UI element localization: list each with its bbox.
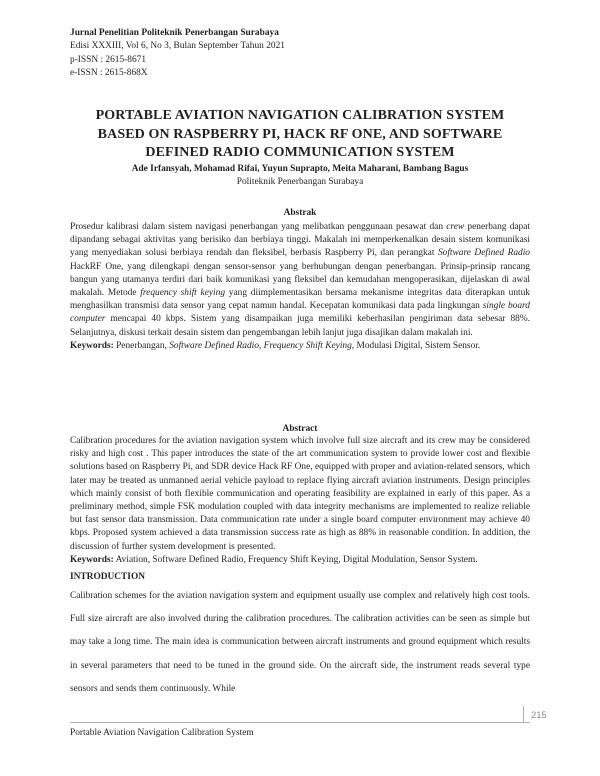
title-line: DEFINED RADIO COMMUNICATION SYSTEM — [145, 145, 455, 161]
e-issn: e-ISSN : 2615-868X — [70, 68, 148, 79]
authors: Ade Irfansyah, Mohamad Rifai, Yuyun Suprapto, Meita Maharani, Bambang Bagus — [131, 164, 469, 174]
paper-title — [70, 107, 530, 163]
abstrak-keywords — [70, 340, 530, 353]
keywords-run: Modulasi Digital, Sistem Sensor. — [356, 340, 481, 351]
journal-header — [70, 27, 370, 81]
keywords-label: Keywords: — [70, 554, 114, 565]
title-line: PORTABLE AVIATION NAVIGATION CALIBRATION SYSTEM — [95, 108, 505, 123]
abstrak-italic-term: single board computer — [70, 301, 530, 325]
keywords-label: Keywords: — [70, 340, 114, 351]
abstrak-italic-term: frequency shift keying — [140, 288, 226, 299]
journal-edition: Edisi XXXIII, Vol 6, No 3, Bulan September Tahun 2021 — [70, 41, 285, 52]
abstract-text: Calibration procedures for the aviation navigation system which involve full size aircraft and its crew may be considered risky and high cost . This paper introduces the state of the art communication system to provide lower cost and flexible solutions based on Raspberry Pi, and SDR device Hack RF One, equipped with proper and aviation-related sensors, which later may be treated as unmanned aerial vehicle payload to replace flying aircraft aviation instruments. Design principles which mainly consist of both flexible communication and operating feasibility are explained in early of this paper. As a preliminary method, simple FSK modulation coupled with data integrity mechanisms are implemented to realize reliable but fast sensor data transmission. Data communication rate under a single board computer environment may achieve 40 kbps. Proposed system achieved a data transmission success rate as high as 88% in reasonable condition. In addition, the discussion of further system development is presented. — [70, 436, 530, 552]
abstrak-italic-term: Software Defined Radio — [437, 248, 530, 259]
abstract-body — [70, 435, 530, 567]
title-line: BASED ON RASPBERRY PI, HACK RF ONE, AND SOFTWARE — [97, 126, 503, 142]
abstract-heading: Abstract — [282, 424, 318, 434]
affiliation: Politeknik Penerbangan Surabaya — [236, 177, 364, 187]
abstrak-text-run: mencapai 40 kbps. Sistem yang disampaikan juga memiliki keberhasilan pengiriman data sebesar 88%. Selanjutnya, diskusi terkait desain sistem dan pengembangan lebih lanjut juga disajikan dalam makalah ini. — [70, 314, 530, 338]
footer-divider-vertical — [523, 706, 524, 723]
abstrak-italic-term: crew — [446, 222, 465, 232]
p-issn: p-ISSN : 2615-8671 — [70, 54, 147, 65]
journal-name: Jurnal Penelitian Politeknik Penerbangan Surabaya — [70, 28, 279, 38]
abstrak-text-run: penerbang dapat dipandang sebagai aktivitas yang berisiko dan berbiaya tinggi. Makalah ini memperkenalkan desain sistem komunikasi yang menyediakan solusi berbiaya rendah dan fleksibel, berbasis Raspberry Pi, dan perangkat — [70, 222, 530, 259]
footer-divider — [70, 722, 530, 723]
introduction-body: Calibration schemes for the aviation navigation system and equipment usually use complex and relatively high cost tools. Full size aircraft are also involved during the calibration procedures. The calibration activities can be seen as simple but may take a long time. The main idea is communication between aircraft instruments and ground equipment which results in several parameters that need to be tuned in the ground side. On the aircraft side, the instrument reads several type sensors and sends them continuously. While — [70, 591, 530, 694]
abstract-keywords — [70, 554, 530, 567]
introduction-heading: INTRODUCTION — [70, 572, 146, 582]
abstrak-heading: Abstrak — [283, 208, 317, 218]
abstrak-text — [70, 221, 530, 340]
page-number: 215 — [531, 709, 547, 720]
running-footer: Portable Aviation Navigation Calibration System — [70, 728, 254, 738]
abstrak-text-run: Prosedur kalibrasi dalam sistem navigasi penerbangan yang melibatkan penggunaan pesawat dan — [70, 222, 444, 232]
keywords-italic: Software Defined Radio, Frequency Shift Keying, — [169, 340, 355, 351]
abstrak-text-run: HackRF One, yang dilengkapi dengan sensor-sensor yang berhubungan dengan penerbangan. Prinsip-prinsip rancang bangun yang utamanya terdiri dari baik komunikasi yang fleksibel dan kemudahan mengoperasikan, dijelaskan di awal makalah. Metode — [70, 261, 530, 299]
keywords-run: Aviation, Software Defined Radio, Frequency Shift Keying, Digital Modulation, Sensor System. — [115, 554, 478, 565]
keywords-run: Penerbangan, — [116, 340, 167, 351]
abstrak-text-run: yang diimplementasikan bersama mekanisme integritas data diterapkan untuk menghasilkan transmisi data sensor yang cepat namun handal. Kecepatan komunikasi data pada lingkungan — [70, 288, 530, 312]
abstrak-body — [70, 221, 530, 353]
